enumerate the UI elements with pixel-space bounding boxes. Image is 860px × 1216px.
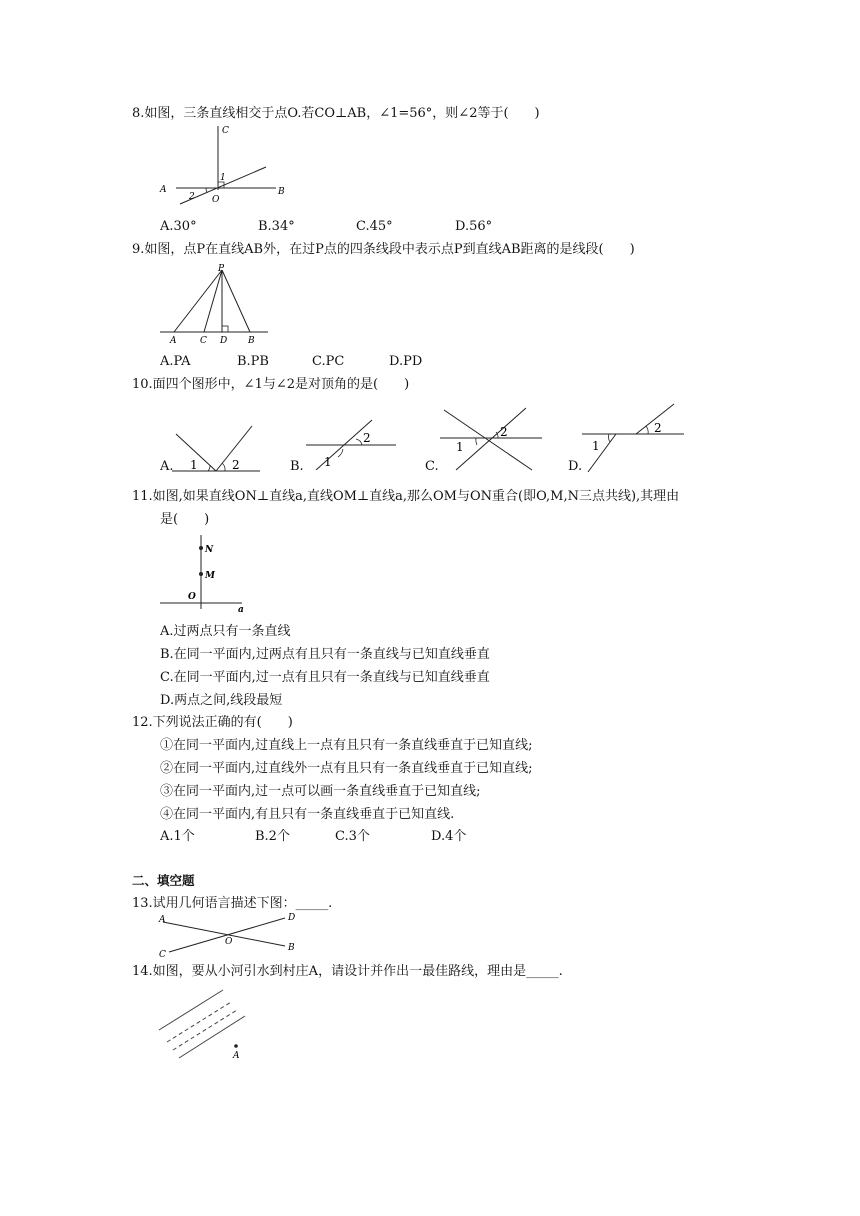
q10c-angle1: 1 [456,440,464,454]
q8-option-b: B.34° [258,219,295,234]
q12-statement-4: ④在同一平面内,有且只有一条直线垂直于已知直线. [160,807,455,822]
q10c-angle2: 2 [500,425,508,439]
q11-stem-line1: 11.如图,如果直线ON⊥直线a,直线OM⊥直线a,那么OM与ON重合(即O,M,N三点共线),其理由 [132,489,680,504]
q14-label-a: A [233,1051,240,1061]
q8-angle1: 1 [220,173,226,183]
q12-option-a: A.1个 [160,829,195,844]
q13-figure [155,910,305,960]
q8-label-o: O [212,195,220,205]
q11-option-a: A.过两点只有一条直线 [160,624,291,639]
q11-label-m: M [205,571,215,581]
q12-option-d: D.4个 [431,829,467,844]
q11-option-b: B.在同一平面内,过两点有且只有一条直线与已知直线垂直 [160,647,490,662]
q10a-angle2: 2 [232,458,240,472]
q8-label-a: A [160,185,167,195]
q10-figure-d [578,402,688,474]
q10d-angle2: 2 [654,421,662,435]
q9-option-a: A.PA [160,354,191,369]
q10b-angle2: 2 [363,431,371,445]
q9-option-b: B.PB [237,354,269,369]
q14-figure [155,986,255,1066]
q9-label-p: P [218,264,225,274]
q9-figure [158,262,273,348]
q9-option-d: D.PD [389,354,423,369]
q11-label-o: O [188,592,196,602]
q8-label-c: C [222,126,229,136]
q13-stem: 13.试用几何语言描述下图：_____. [132,896,333,911]
q8-option-d: D.56° [455,219,493,234]
q10a-angle1: 1 [190,458,198,472]
q13-label-a: A [159,915,166,925]
q9-stem: 9.如图，点P在直线AB外，在过P点的四条线段中表示点P到直线AB距离的是线段( ) [132,242,635,257]
q13-label-b: B [288,943,295,953]
q12-option-b: B.2个 [255,829,290,844]
q12-option-c: C.3个 [335,829,370,844]
q8-option-c: C.45° [356,219,393,234]
q9-option-c: C.PC [312,354,345,369]
q9-label-d: D [220,336,228,346]
q10-stem: 10.面四个图形中，∠1与∠2是对顶角的是( ) [132,377,410,392]
q10-figure-b [300,418,400,470]
q8-angle2: 2 [189,192,195,202]
q14-stem: 14.如图，要从小河引水到村庄A，请设计并作出一最佳路线，理由是_____. [132,964,563,979]
q10-fig-d-label: D. [568,459,583,474]
q8-option-a: A.30° [160,219,197,234]
q9-label-a: A [170,336,177,346]
q13-label-d: D [288,913,296,923]
q10-fig-a-label: A. [160,459,174,474]
q8-stem: 8.如图，三条直线相交于点O.若CO⊥AB，∠1=56°，则∠2等于( ) [132,106,540,121]
q11-label-a: a [238,605,244,615]
q13-label-o: O [225,937,233,947]
q10d-angle1: 1 [592,439,600,453]
q10-figure-c [436,404,546,474]
q8-figure [156,124,296,214]
q11-figure [158,533,258,615]
q11-option-c: C.在同一平面内,过一点有且只有一条直线与已知直线垂直 [160,670,490,685]
q12-statement-1: ①在同一平面内,过直线上一点有且只有一条直线垂直于已知直线; [160,738,533,753]
q10-fig-c-label: C. [425,459,439,474]
q11-label-n: N [205,545,214,555]
q11-option-d: D.两点之间,线段最短 [160,693,283,708]
q11-stem-line2: 是( ) [160,512,210,527]
q12-statement-2: ②在同一平面内,过直线外一点有且只有一条直线垂直于已知直线; [160,761,533,776]
q9-label-b: B [248,336,255,346]
q9-label-c: C [200,336,207,346]
q12-stem: 12.下列说法正确的有( ) [132,715,293,730]
q12-statement-3: ③在同一平面内,过一点可以画一条直线垂直于已知直线; [160,784,481,799]
q10b-angle1: 1 [324,455,332,469]
q13-label-c: C [159,950,166,960]
q10-figure-a [168,424,268,476]
q8-label-b: B [278,187,285,197]
q10-fig-b-label: B. [290,459,304,474]
section-heading-fill-in: 二、填空题 [132,873,195,888]
